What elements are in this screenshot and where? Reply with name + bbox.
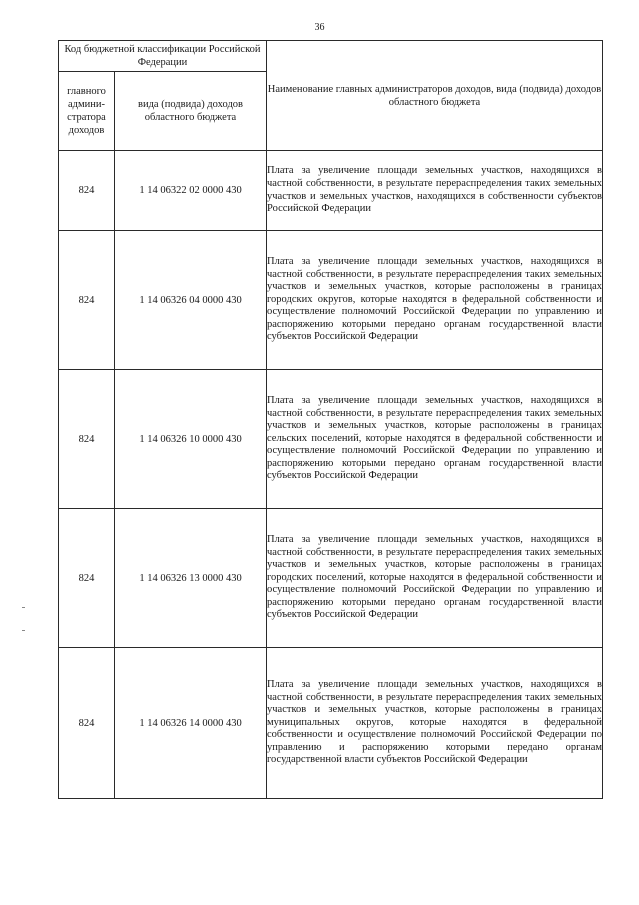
admin-code-cell: 824 [59, 151, 115, 231]
admin-code-cell: 824 [59, 509, 115, 648]
header-row-top [59, 41, 603, 72]
income-name-text: Плата за увеличение площади земельных участков, находящихся в частной собственности, в результате перераспределения таких земельных участков и земельных участков, находящихся в собственности субъектов Российской Федерации [267, 165, 602, 215]
income-name-cell [267, 648, 603, 799]
income-code-cell: 1 14 06326 04 0000 430 [115, 231, 267, 370]
income-name-text: Плата за увеличение площади земельных участков, находящихся в частной собственности, в результате перераспределения таких земельных участков и земельных участков, которые расположены в границах городских округов, которые находятся в федеральной собственности и осуществление полномочий Российской Федерации по управлению и распоряжению которыми передано органам государственной власти субъектов Российской Федерации [267, 255, 602, 343]
table-row [59, 370, 603, 509]
header-col-admin: главного админи-стратора доходов [59, 72, 115, 151]
income-name-text: Плата за увеличение площади земельных участков, находящихся в частной собственности, в результате перераспределения таких земельных участков и земельных участков, которые расположены в границах муниципальных округов, которые находятся в федеральной собственности и осуществление полномочий Российской Федерации по управлению и распоряжению которыми передано органам государственной власти субъектов Российской Федерации [267, 678, 602, 766]
income-name-text: Плата за увеличение площади земельных участков, находящихся в частной собственности, в результате перераспределения таких земельных участков и земельных участков, которые расположены в границах сельских поселений, которые находятся в федеральной собственности и осуществление полномочий Российской Федерации по управлению и распоряжению которыми передано органам государственной власти субъектов Российской Федерации [267, 394, 602, 482]
scan-artifact [22, 607, 25, 608]
income-code-cell: 1 14 06326 13 0000 430 [115, 509, 267, 648]
income-name-cell [267, 509, 603, 648]
table-row [59, 648, 603, 799]
header-col-code: вида (подвида) доходов областного бюджета [115, 72, 267, 151]
income-name-cell [267, 370, 603, 509]
admin-code-cell: 824 [59, 370, 115, 509]
header-col-name: Наименование главных администраторов доходов, вида (подвида) доходов областного бюджета [267, 41, 603, 151]
budget-classification-table [58, 40, 603, 799]
income-code-cell: 1 14 06326 14 0000 430 [115, 648, 267, 799]
table-row [59, 231, 603, 370]
income-name-cell [267, 231, 603, 370]
income-code-cell: 1 14 06322 02 0000 430 [115, 151, 267, 231]
header-group-title: Код бюджетной классификации Российской Федерации [59, 41, 267, 72]
page-number: 36 [314, 22, 325, 33]
scan-artifact [22, 630, 25, 631]
income-name-cell [267, 151, 603, 231]
table-row [59, 151, 603, 231]
income-code-cell: 1 14 06326 10 0000 430 [115, 370, 267, 509]
admin-code-cell: 824 [59, 231, 115, 370]
admin-code-cell: 824 [59, 648, 115, 799]
table-row [59, 509, 603, 648]
income-name-text: Плата за увеличение площади земельных участков, находящихся в частной собственности, в результате перераспределения таких земельных участков и земельных участков, которые расположены в границах городских поселений, которые находятся в федеральной собственности и осуществление полномочий Российской Федерации по управлению и распоряжению которыми передано органам государственной власти субъектов Российской Федерации [267, 533, 602, 621]
